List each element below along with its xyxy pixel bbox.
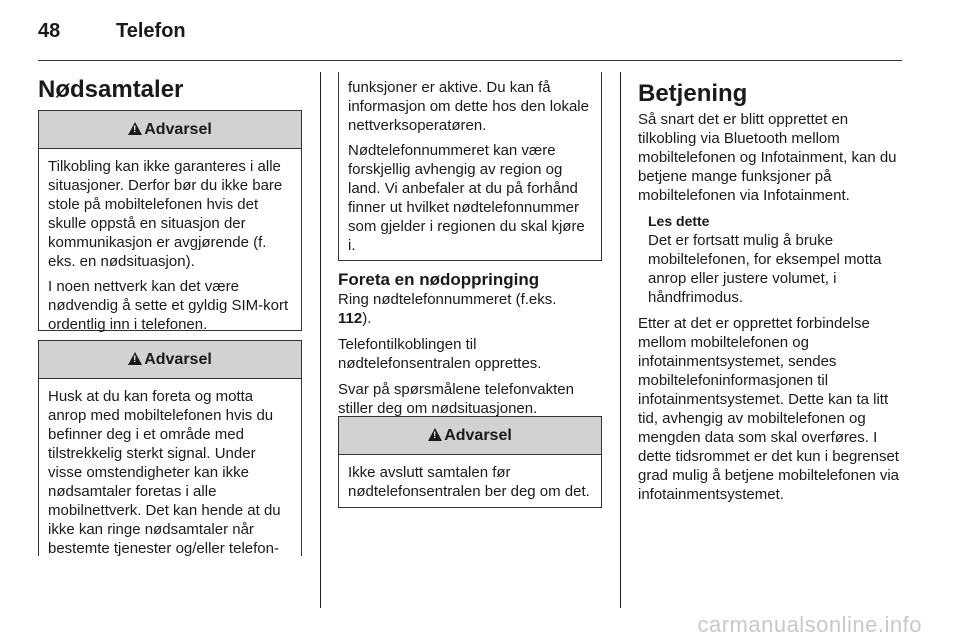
page-number: 48 [38, 20, 61, 42]
warning-text: funksjoner er aktive. Du kan få informasjon om dette hos den lokale nettverksoperatøren. [348, 79, 589, 134]
warning-title: Advarsel [144, 351, 212, 368]
warning-title: Advarsel [444, 427, 512, 444]
warning-header [39, 111, 301, 149]
warning-body [39, 379, 301, 558]
col3-body [638, 110, 904, 511]
note-text: Det er fortsatt mulig å bruke mobiltelefonen, for eksempel motta anrop eller justere volumet, i håndfrimodus. [648, 232, 882, 306]
warning-title: Advarsel [144, 121, 212, 138]
warning-header [339, 417, 601, 455]
chapter-title: Telefon [116, 20, 186, 42]
warning-header [39, 341, 301, 379]
note-title: Les dette [648, 213, 710, 229]
section-heading-nodsamtaler: Nødsamtaler [38, 76, 184, 103]
warning-box-2 [38, 340, 302, 556]
warning-text: Tilkobling kan ikke garanteres i alle situasjoner. Derfor bør du ikke bare stole på mobiltelefonen hvis det skulle oppstå en situasjon der kommunikasjon er avgjørende (f. eks. en nødsituasjon). [48, 158, 283, 270]
warning-triangle-icon [128, 352, 142, 365]
text: ). [362, 310, 372, 327]
warning-body [339, 455, 601, 501]
warning-box-3 [338, 416, 602, 508]
warning-text: Nødtelefonnummeret kan være forskjellig avhengig av region og land. Vi anbefaler at du på forhånd finner ut hvilket nødtelefonnummer som gjelder i regionen du skal kjøre i. [348, 142, 585, 254]
paragraph: Så snart det er blitt opprettet en tilkobling via Bluetooth mellom mobiltelefonen og Infotainment, kan du betjene mange funksjoner på mobiltelefonen via Infotainment. [638, 111, 897, 204]
warning-triangle-icon [428, 428, 442, 441]
section-heading-betjening: Betjening [638, 80, 748, 107]
warning-body [339, 72, 601, 255]
warning-text: Ikke avslutt samtalen før nødtelefonsentralen ber deg om det. [348, 464, 590, 500]
warning-body [39, 149, 301, 334]
column-divider-2 [620, 72, 621, 608]
paragraph: Svar på spørsmålene telefonvakten stiller deg om nødsituasjonen. [338, 381, 574, 417]
warning-text: Husk at du kan foreta og motta anrop med mobiltelefonen hvis du befinner deg i et område med tilstrekkelig sterkt signal. Under visse omstendigheter kan ikke nødsamtaler foretas i alle mobilnettverk. Det kan hende at du ikke kan ringe nødsamtaler når bestemte tjenester og/eller telefon- [48, 388, 281, 557]
warning-text: I noen nettverk kan det være nødvendig å sette et gyldig SIM-kort ordentlig inn i telefonen. [48, 278, 289, 333]
warning-box-1 [38, 110, 302, 331]
watermark: carmanualsonline.info [697, 612, 922, 637]
warning-triangle-icon [128, 122, 142, 135]
paragraph: Etter at det er opprettet forbindelse mellom mobiltelefonen og infotainmentsystemet, sendes mobiltelefoninformasjonen til infotainmentsystemet. Dette kan ta litt tid, avhengig av mobiltelefonen og mengden data som skal overføres. I dette tidsrommet er det kun i begrenset grad mulig å betjene mobiltelefonen via infotainmentsystemet. [638, 315, 899, 503]
warning-box-2-continued [338, 72, 602, 261]
header-divider [38, 60, 902, 61]
col2-body [338, 290, 610, 425]
column-divider-1 [320, 72, 321, 608]
subsection-heading: Foreta en nødoppringing [338, 270, 540, 289]
paragraph [338, 290, 610, 328]
paragraph: Telefontilkoblingen til nødtelefonsentralen opprettes. [338, 336, 542, 372]
text: Ring nødtelefonnummeret (f.eks. [338, 291, 557, 308]
note-block [648, 212, 904, 307]
emergency-number: 112 [338, 310, 363, 327]
